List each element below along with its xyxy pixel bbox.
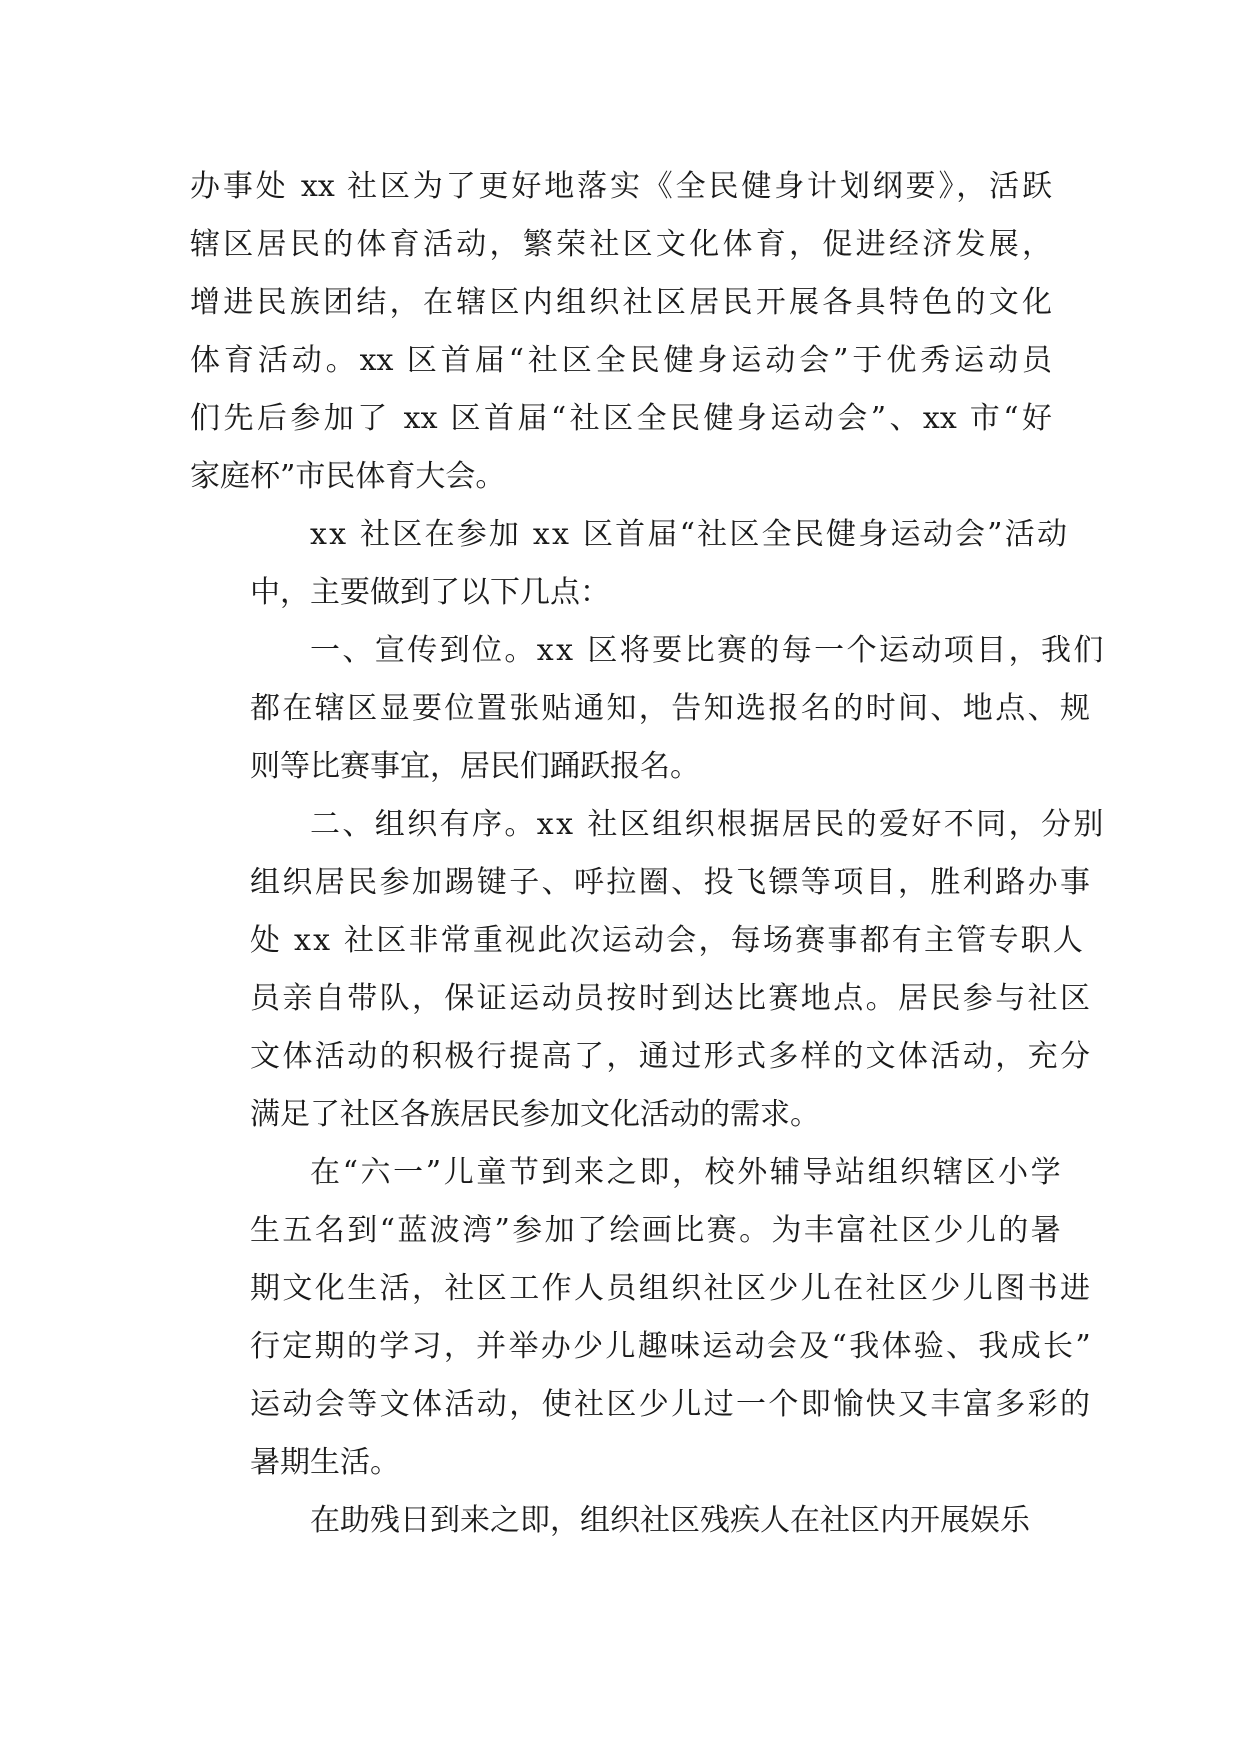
paragraph [190, 158, 1052, 506]
document-body [190, 158, 1106, 1550]
paragraph [190, 1492, 1052, 1550]
text-line: 辖区居民的体育活动，繁荣社区文化体育，促进经济发展， [190, 227, 1052, 262]
text-line: 办事处 xx 社区为了更好地落实《全民健身计划纲要》，活跃 [190, 169, 1052, 204]
text-line: 运动会等文体活动，使社区少儿过一个即愉快又丰富多彩的 [250, 1387, 1093, 1422]
paragraph [190, 506, 1070, 622]
text-line: 们先后参加了 xx 区首届“社区全民健身运动会”、xx 市“好 [190, 401, 1052, 436]
text-line: 则等比赛事宜，居民们踊跃报名。 [250, 749, 700, 784]
text-line: 增进民族团结，在辖区内组织社区居民开展各具特色的文化 [190, 285, 1052, 320]
text-line: 文体活动的积极行提高了，通过形式多样的文体活动，充分 [250, 1039, 1093, 1074]
text-line: 处 xx 社区非常重视此次运动会，每场赛事都有主管专职人 [250, 923, 1086, 958]
paragraph [190, 1144, 1093, 1492]
text-line: 暑期生活。 [250, 1445, 400, 1480]
text-line: 行定期的学习，并举办少儿趣味运动会及“我体验、我成长” [250, 1329, 1093, 1364]
text-line: 员亲自带队，保证运动员按时到达比赛地点。居民参与社区 [250, 981, 1093, 1016]
text-line: 都在辖区显要位置张贴通知，告知选报名的时间、地点、规 [250, 691, 1093, 726]
text-line: 满足了社区各族居民参加文化活动的需求。 [250, 1097, 820, 1132]
text-line: 一、宣传到位。xx 区将要比赛的每一个运动项目，我们 [310, 633, 1106, 668]
paragraph [190, 796, 1106, 1144]
text-line: 生五名到“蓝波湾”参加了绘画比赛。为丰富社区少儿的暑 [250, 1213, 1064, 1248]
text-line: 在助残日到来之即，组织社区残疾人在社区内开展娱乐 [310, 1503, 1030, 1538]
text-line: 期文化生活，社区工作人员组织社区少儿在社区少儿图书进 [250, 1271, 1093, 1306]
text-line: xx 社区在参加 xx 区首届“社区全民健身运动会”活动 [310, 517, 1070, 552]
text-line: 中，主要做到了以下几点： [250, 575, 610, 610]
text-line: 二、组织有序。xx 社区组织根据居民的爱好不同，分别 [310, 807, 1106, 842]
paragraph [190, 622, 1106, 796]
text-line: 在“六一”儿童节到来之即，校外辅导站组织辖区小学 [310, 1155, 1064, 1190]
text-line: 家庭杯”市民体育大会。 [190, 459, 506, 494]
text-line: 体育活动。xx 区首届“社区全民健身运动会”于优秀运动员 [190, 343, 1052, 378]
text-line: 组织居民参加踢键子、呼拉圈、投飞镖等项目，胜利路办事 [250, 865, 1093, 900]
